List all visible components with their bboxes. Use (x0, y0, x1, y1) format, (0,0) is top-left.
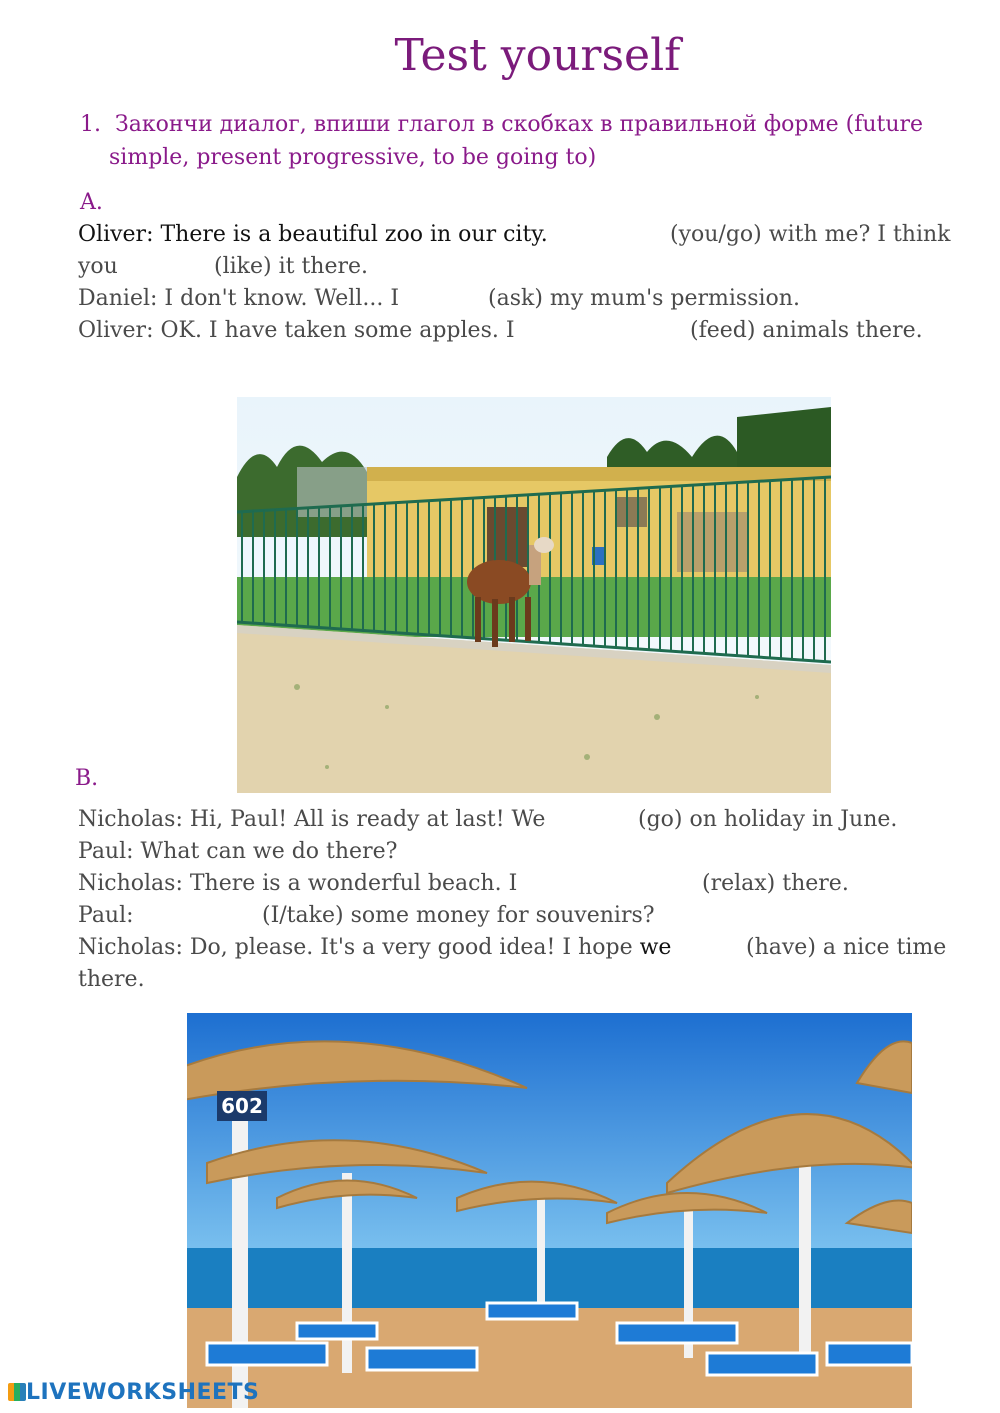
dialog-a-line1 (78, 219, 548, 251)
page-title: Test yourself (394, 30, 681, 81)
answer-gap-8[interactable] (645, 935, 740, 963)
dialog-b-line3-head: Nicholas: There is a wonderful beach. I (78, 871, 518, 896)
answer-gap-2[interactable] (125, 254, 210, 282)
dialog-b-line4-head: Paul: (78, 903, 134, 928)
dialog-a-line3-head: Daniel: I don't know. Well... I (78, 286, 400, 311)
dialog-text-we: we (639, 935, 672, 960)
dialog-text: Oliver: There is a beautiful zoo in our city. (78, 222, 548, 247)
zoo-llama-photo (237, 397, 831, 793)
section-b-label: B. (75, 766, 99, 791)
dialog-b-line3-tail: (relax) there. (702, 871, 849, 896)
dialog-b-line6: there. (78, 967, 145, 992)
answer-input-5[interactable] (532, 807, 636, 835)
dialog-b-line5-head (78, 932, 671, 964)
brand-live: LIVE (26, 1380, 83, 1405)
dialog-b-line1-tail: (go) on holiday in June. (638, 807, 898, 832)
answer-gap-4[interactable] (505, 318, 685, 346)
beach-umbrellas-photo (187, 1013, 912, 1408)
beach-photo-svg (187, 1013, 912, 1408)
answer-input-8[interactable] (645, 935, 744, 963)
section-a-label: A. (80, 190, 103, 215)
task-instruction (80, 108, 970, 174)
dialog-a-line3-tail: (ask) my mum's permission. (488, 286, 800, 311)
dialog-b-line1-head: Nicholas: Hi, Paul! All is ready at last! We (78, 807, 546, 832)
dialog-a-line4-head: Oliver: OK. I have taken some apples. I (78, 318, 515, 343)
zoo-photo-svg (237, 397, 831, 793)
dialog-a-line1-tail: (you/go) with me? I think (670, 222, 951, 247)
answer-input-3[interactable] (400, 286, 489, 314)
dialog-b-line5-tail: (have) a nice time (746, 935, 947, 960)
brand-icon (8, 1383, 26, 1401)
liveworksheets-logo[interactable] (8, 1380, 259, 1405)
answer-gap-3[interactable] (400, 286, 485, 314)
task-text-line1: Закончи диалог, впиши глагол в скобках в правильной форме (future (115, 112, 924, 137)
umbrella-number-sign: 602 (221, 1094, 263, 1118)
answer-input-2[interactable] (125, 254, 214, 282)
answer-input-6[interactable] (508, 871, 702, 899)
dialog-b-line2: Paul: What can we do there? (78, 839, 398, 864)
answer-gap-6[interactable] (508, 871, 698, 899)
answer-input-4[interactable] (505, 318, 689, 346)
dialog-a-line4-tail: (feed) animals there. (690, 318, 923, 343)
task-number: 1. (80, 112, 101, 137)
dialog-a-line2-tail: (like) it there. (214, 254, 369, 279)
answer-input-7[interactable] (140, 903, 262, 931)
dialog-a-line2-head: you (78, 254, 118, 279)
answer-gap-1[interactable] (545, 222, 665, 250)
answer-input-1[interactable] (545, 222, 669, 250)
answer-gap-7[interactable] (140, 903, 258, 931)
dialog-b-line4-tail: (I/take) some money for souvenirs? (262, 903, 655, 928)
task-text-line2: simple, present progressive, to be going to) (109, 145, 597, 170)
brand-rest: WORKSHEETS (82, 1380, 260, 1405)
dialog-text: Nicholas: Do, please. It's a very good idea! I hope (78, 935, 633, 960)
answer-gap-5[interactable] (532, 807, 632, 835)
